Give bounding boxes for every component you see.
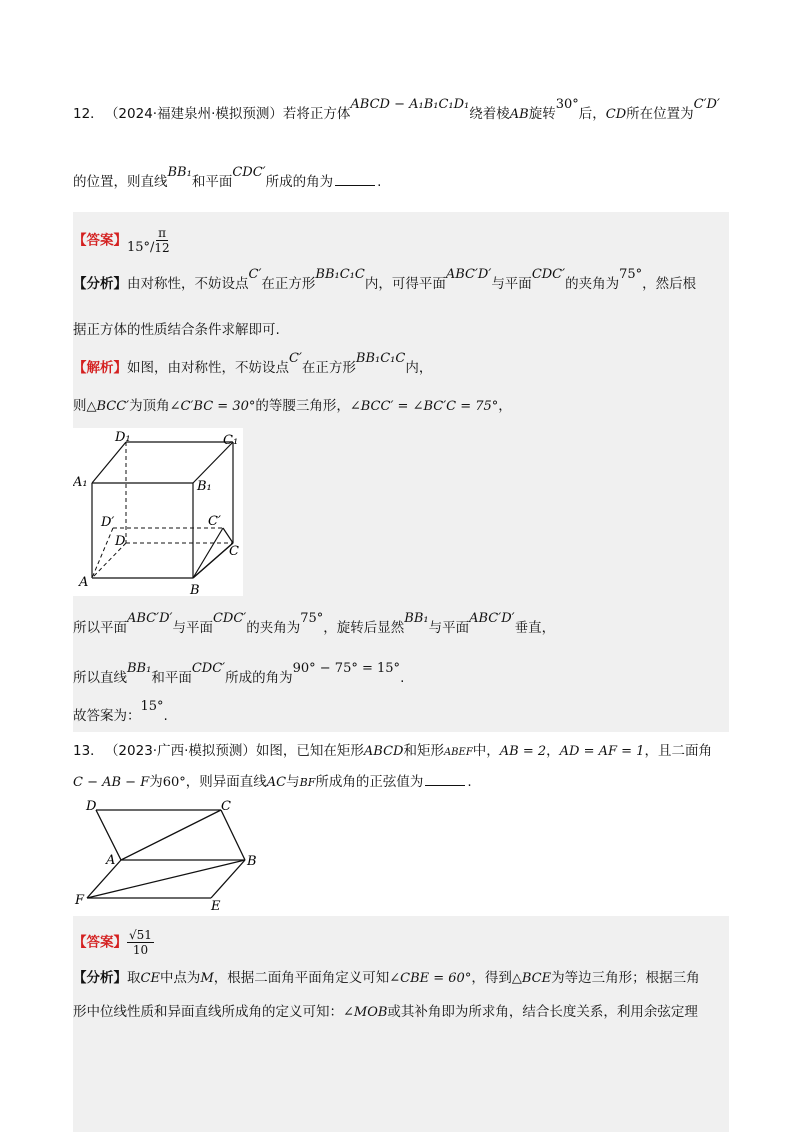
label-D1: D₁: [115, 430, 131, 445]
label-F: F: [75, 893, 85, 908]
answer-tag: 【答案】: [73, 934, 127, 951]
answer-fraction: $\frac{√51}{10}$: [129, 928, 152, 957]
analysis-13-line1: 【分析】取CE中点为M，根据二面角平面角定义可知∠CBE = 60°，得到△BCE为等边三角形；根据三角: [73, 970, 700, 986]
question-source: （2024·福建泉州·模拟预测）: [111, 106, 283, 122]
label-A: A: [106, 853, 116, 868]
label-C: C: [221, 799, 231, 814]
q12-line2: 的位置，则直线BB₁和平面CDC′所成的角为 .: [73, 165, 382, 190]
label-D: D: [86, 799, 97, 814]
solution-12-line1: 【解析】如图，由对称性，不妨设点C′在正方形BB₁C₁C内，: [73, 351, 433, 376]
answer-13: [73, 928, 154, 957]
question-number: 12．: [73, 106, 104, 122]
label-A: A: [79, 575, 89, 590]
solution-12-line2: 则△BCC′为顶角∠C′BC = 30°的等腰三角形，∠BCC′ = ∠BC′C = 75°，: [73, 398, 512, 414]
q12-line1: 12． （2024·福建泉州·模拟预测）若将正方体ABCD − A₁B₁C₁D₁绕着棱AB旋转30°后，CD所在位置为C′D′: [73, 97, 720, 122]
question-source: （2023·广西·模拟预测）: [111, 743, 256, 759]
analysis-tag: 【分析】: [73, 276, 127, 292]
label-D: D: [115, 534, 126, 549]
solution-12-final: 故答案为：15°.: [73, 699, 168, 724]
solution-tag: 【解析】: [73, 360, 127, 376]
analysis-tag: 【分析】: [73, 970, 127, 986]
label-Dprime: D′: [101, 515, 115, 530]
rectangles-figure: [73, 796, 273, 912]
answer-12: 【答案】15°/ $\frac{\pi}{12}$: [73, 226, 170, 255]
cube-label: ABCD − A₁B₁C₁D₁: [350, 97, 470, 112]
label-B: B: [190, 583, 200, 596]
analysis-13-line2: 形中位线性质和异面直线所成角的定义可知：∠MOB或其补角即为所求角，结合长度关系，利用余弦定理: [73, 1004, 698, 1020]
analysis-12-line2: 据正方体的性质结合条件求解即可.: [73, 322, 280, 338]
answer-tag: 【答案】: [73, 232, 127, 249]
solution-block: [73, 916, 729, 1132]
label-C1: C₁: [223, 433, 239, 448]
q13-line1: 13． （2023·广西·模拟预测）如图，已知在矩形ABCD和矩形ABEF中，AB = 2，AD = AF = 1，且二面角: [73, 743, 712, 759]
q13-line2: C − AB − F为60°，则异面直线AC与BF所成角的正弦值为 .: [73, 774, 472, 790]
answer-blank: [425, 773, 465, 786]
label-A1: A₁: [73, 475, 88, 490]
answer-blank: [335, 173, 375, 186]
label-B: B: [247, 854, 257, 869]
cube-figure: [73, 428, 243, 596]
solution-12-line3: 所以平面ABC′D′与平面CDC′的夹角为75°，旋转后显然BB₁与平面ABC′D′垂直，: [73, 611, 556, 636]
analysis-12-line1: 【分析】由对称性，不妨设点C′在正方形BB₁C₁C内，可得平面ABC′D′与平面CDC′的夹角为75°，然后根: [73, 267, 697, 292]
label-E: E: [211, 899, 221, 912]
label-B1: B₁: [197, 479, 212, 494]
label-C: C: [229, 544, 239, 559]
answer-fraction: $\frac{\pi}{12}$: [154, 226, 170, 255]
solution-12-line4: 所以直线BB₁和平面CDC′所成的角为90° − 75° = 15°.: [73, 661, 405, 686]
label-Cprime: C′: [208, 514, 221, 529]
question-number: 13．: [73, 743, 104, 759]
